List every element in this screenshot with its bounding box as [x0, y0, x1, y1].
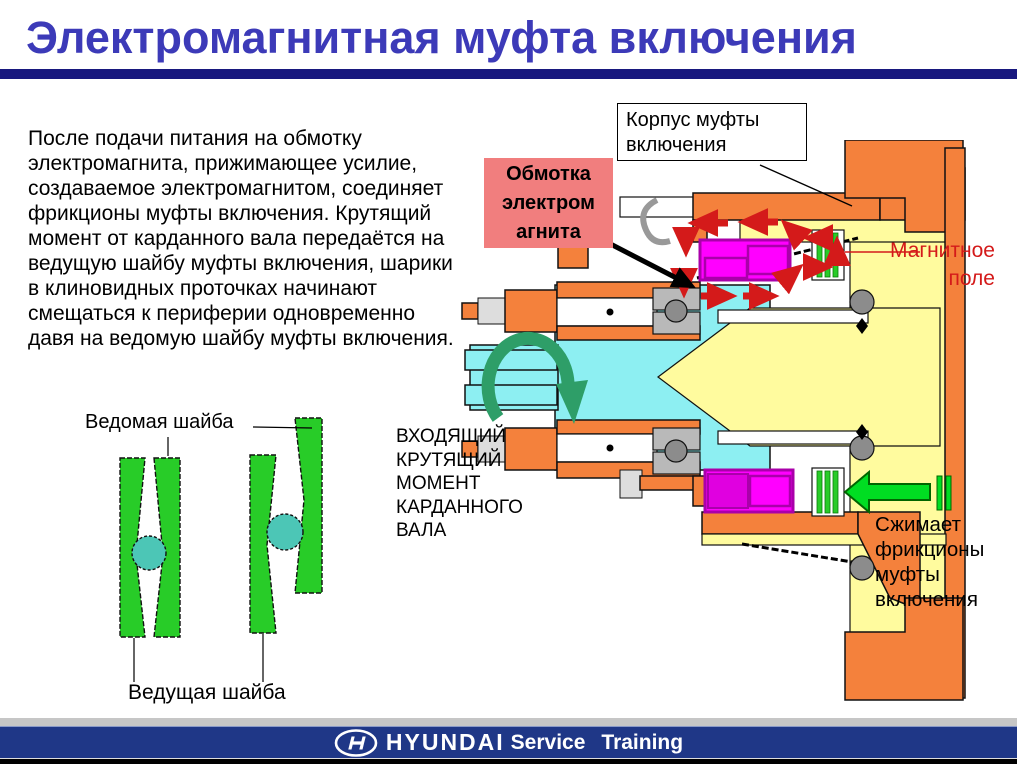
driven-washer: [295, 418, 322, 593]
page-title: Электромагнитная муфта включения: [26, 12, 857, 63]
input-torque-label: ВХОДЯЩИЙ КРУТЯЩИЙ МОМЕНТ КАРДАННОГО ВАЛА: [396, 426, 523, 541]
driven-washer-label: Ведомая шайба: [85, 411, 234, 433]
spline-sleeve-bottom: [718, 431, 868, 444]
coil-label: Обмотка электром агнита: [484, 158, 613, 248]
wedge-ball: [132, 536, 166, 570]
hyundai-logo: [334, 729, 683, 757]
spline-sleeve-top: [718, 310, 868, 323]
washer-pair-right: [250, 418, 322, 633]
footer-bar: [0, 726, 1017, 758]
body-line: момент от карданного вала передаётся на: [28, 227, 445, 250]
friction-discs-bottom: [812, 468, 844, 516]
driving-washer-label: Ведущая шайба: [128, 681, 286, 704]
footer-gray-strip: [0, 718, 1017, 726]
body-paragraph: [28, 126, 498, 351]
compress-label: Сжимает фрикционы муфты включения: [875, 513, 985, 611]
body-line: После подачи питания на обмотку: [28, 127, 362, 150]
body-line: фрикционы муфты включения. Крутящий: [28, 202, 432, 225]
washer-diagram-svg: [75, 410, 405, 715]
body-line: электромагнита, прижимающее усилие,: [28, 152, 418, 175]
body-line: смещаться к периферии одновременно: [28, 302, 416, 325]
hyundai-oval-h-icon: [334, 729, 378, 757]
electromagnet-coil-bottom: [620, 470, 793, 512]
body-line: создаваемое электромагнитом, соединяет: [28, 177, 444, 200]
washer-ball-diagram: [75, 410, 405, 715]
title-rule: [0, 69, 1017, 79]
footer-black-strip: [0, 758, 1017, 764]
washer-pair-left: [120, 458, 180, 637]
footer-training: Training: [601, 730, 684, 754]
footer-service: Service: [510, 730, 586, 754]
body-line: ведущую шайбу муфты включения, шарики: [28, 252, 453, 275]
housing-label: Корпус муфты включения: [617, 103, 807, 161]
footer-brand: HYUNDAI: [385, 729, 505, 755]
body-line: давя на ведомую шайбу муфты включения.: [28, 327, 454, 350]
body-line: в клиновидных проточках начинают: [28, 277, 377, 300]
magnetic-field-label: Магнитное поле: [890, 239, 995, 290]
wedge-ball: [267, 514, 303, 550]
